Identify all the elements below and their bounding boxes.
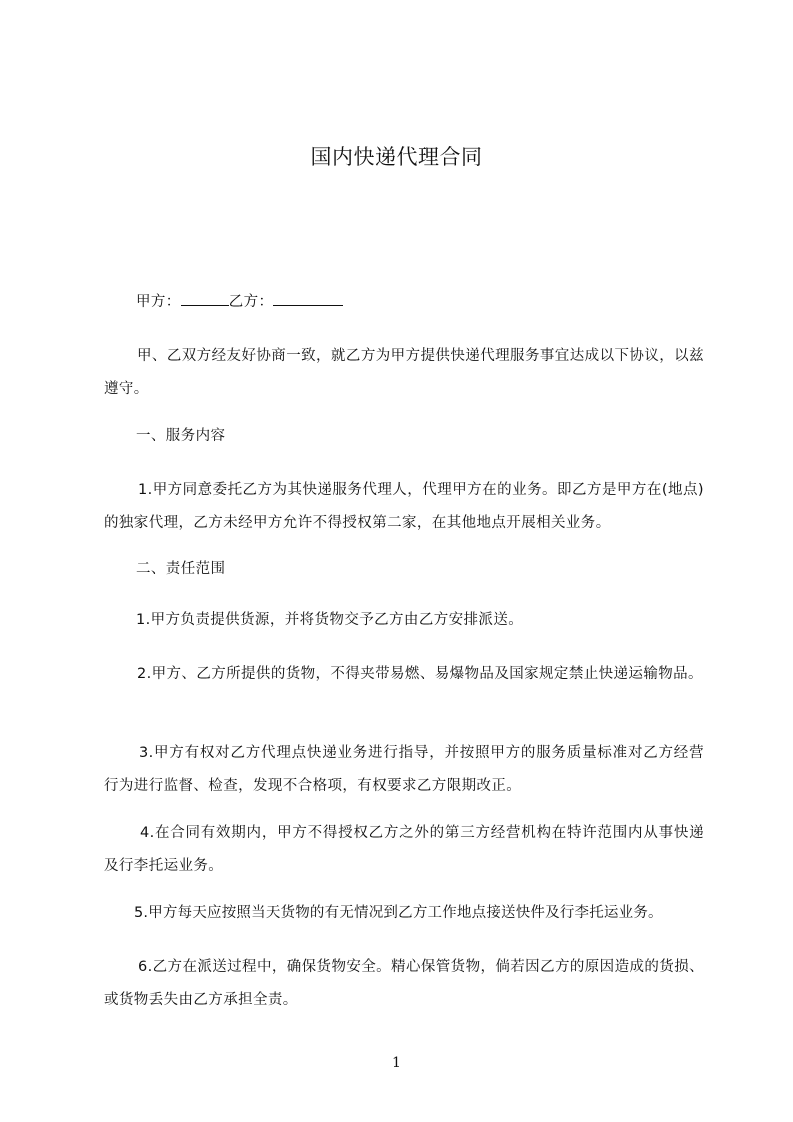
responsibility-item-3: 3.甲方有权对乙方代理点快递业务进行指导，并按照甲方的服务质量标准对乙方经营行为进行监督、检查，发现不合格项，有权要求乙方限期改正。 [104,745,704,794]
party-b-label: 乙方： [228,294,274,310]
party-b-blank [273,291,343,306]
section-heading-responsibility: 二、责任范围 [136,561,226,577]
responsibility-item-6: 6.乙方在派送过程中，确保货物安全。精心保管货物，倘若因乙方的原因造成的货损、或货物丢失由乙方承担全责。 [104,959,704,1008]
responsibility-item-1: 1.甲方负责提供货源，并将货物交予乙方由乙方安排派送。 [136,612,524,628]
responsibility-item-4: 4.在合同有效期内，甲方不得授权乙方之外的第三方经营机构在特许范围内从事快递及行李托运业务。 [104,825,704,874]
intro-paragraph: 甲、乙双方经友好协商一致，就乙方为甲方提供快递代理服务事宜达成以下协议，以兹遵守。 [104,348,704,397]
section-heading-service: 一、服务内容 [136,428,226,444]
responsibility-item-5: 5.甲方每天应按照当天货物的有无情况到乙方工作地点接送快件及行李托运业务。 [134,905,663,921]
parties-line [104,286,704,319]
party-a-blank [181,291,229,306]
page-number: 1 [392,1055,401,1071]
document-title: 国内快递代理合同 [310,145,483,169]
service-item-1: 1.甲方同意委托乙方为其快递服务代理人，代理甲方在的业务。即乙方是甲方在(地点)的独家代理，乙方未经甲方允许不得授权第二家，在其他地点开展相关业务。 [104,482,704,531]
responsibility-item-2: 2.甲方、乙方所提供的货物，不得夹带易燃、易爆物品及国家规定禁止快递运输物品。 [137,666,703,682]
party-a-label: 甲方： [136,294,181,310]
